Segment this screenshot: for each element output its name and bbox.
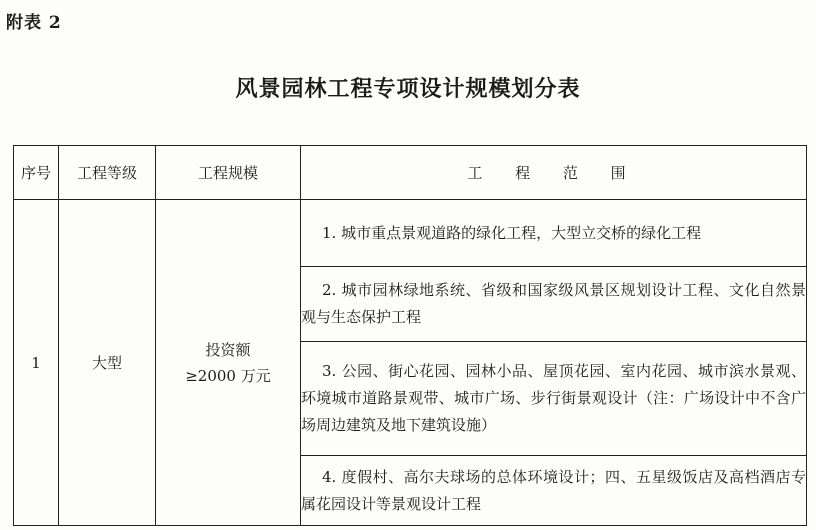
page-title: 风景园林工程专项设计规模划分表 <box>235 76 581 102</box>
scope-item-1: 1. 城市重点景观道路的绿化工程，大型立交桥的绿化工程 <box>301 200 807 267</box>
header-grade: 工程等级 <box>59 146 156 200</box>
cell-grade: 大型 <box>59 200 156 526</box>
header-size: 工程规模 <box>156 146 301 200</box>
scope-item-3: 3. 公园、街心花园、园林小品、屋顶花园、室内花园、城市滨水景观、环境城市道路景观带、城市广场、步行街景观设计（注：广场设计中不含广场周边建筑及地下建筑设施） <box>301 342 807 456</box>
scope-item-4: 4. 度假村、高尔夫球场的总体环境设计；四、五星级饭店及高档酒店专属花园设计等景观设计工程 <box>301 456 807 526</box>
cell-size <box>156 200 301 526</box>
size-value: ≥2000 万元 <box>185 366 271 385</box>
size-label: 投资额 <box>205 340 251 359</box>
scope-item-2: 2. 城市园林绿地系统、省级和国家级风景区规划设计工程、文化自然景观与生态保护工程 <box>301 267 807 342</box>
header-scope: 工 程 范 围 <box>301 146 807 200</box>
table-row <box>14 200 807 267</box>
header-seq: 序号 <box>14 146 59 200</box>
attachment-label: 附表 2 <box>6 13 62 33</box>
table-header-row <box>14 146 807 200</box>
cell-seq: 1 <box>14 200 59 526</box>
scale-classification-table <box>13 145 807 526</box>
